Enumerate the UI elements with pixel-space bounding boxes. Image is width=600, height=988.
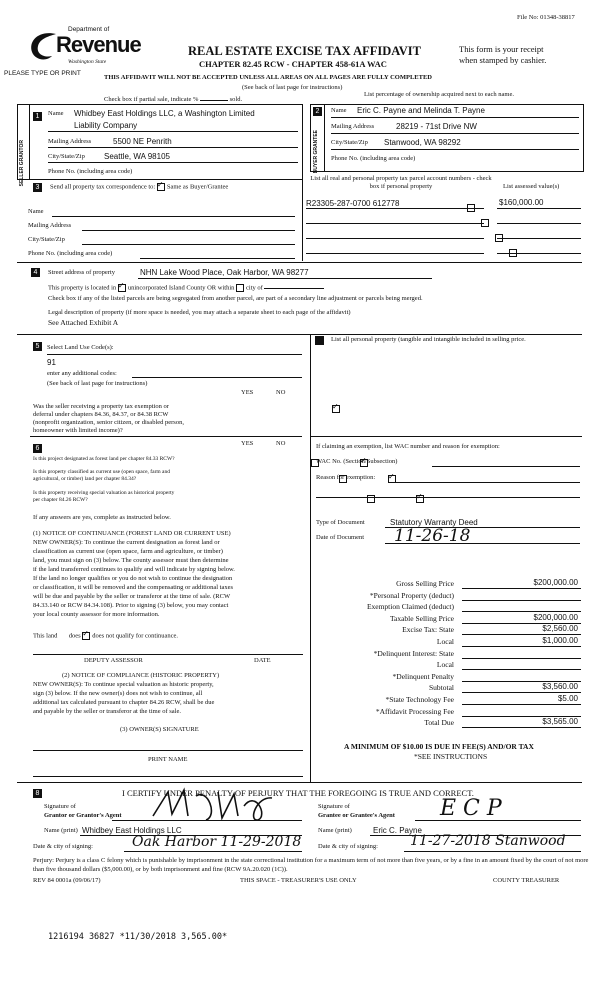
tax-row-label: Excise Tax: State (402, 625, 454, 634)
perjury-notice: Perjury: Perjury is a class C felony which is punishable by imprisonment in the state correctional institution for a maximum term of not more than five years, or by a fine in an amount fixed by the court of not more than five thousand dollars ($5,000.00), or by both imprisonment and fine (RCW 9A.20.020 (1C)). (33, 857, 589, 873)
tax-row-label: Local (436, 637, 454, 646)
tax-row-label: *Delinquent Penalty (392, 672, 454, 681)
unincorporated-checkbox[interactable] (118, 284, 126, 292)
seller-address[interactable]: 5500 NE Penrith (113, 137, 172, 146)
tax-row-value[interactable]: $2,560.00 (542, 624, 578, 633)
deputy-assessor-label: DEPUTY ASSESSOR (84, 657, 143, 664)
buyer-side-label: BUYER GRANTEE (313, 130, 319, 174)
buyer-city-label: City/State/Zip (331, 139, 368, 146)
logo-state: Washington State (68, 59, 107, 65)
section-3-marker: 3 (33, 183, 42, 192)
tax-row-line (462, 704, 581, 705)
document-type-label: Type of Document (316, 519, 365, 526)
receipt-note-2: when stamped by cashier. (459, 55, 547, 65)
tax-row-line (462, 588, 581, 589)
tax-row-value[interactable]: $200,000.00 (533, 613, 578, 622)
document-type[interactable]: Statutory Warranty Deed (390, 518, 478, 527)
forest-land-question: Is this project designated as forest land per chapter 84.33 RCW? (33, 456, 175, 462)
street-address[interactable]: NHN Lake Wood Place, Oak Harbor, WA 98277 (140, 268, 309, 277)
notice-compliance-3: sign (3) below. If the new owner(s) does not wish to continue, all (33, 690, 203, 697)
please-type: PLEASE TYPE OR PRINT (4, 70, 81, 77)
tax-row-label: Local (436, 660, 454, 669)
section-8-marker: 8 (33, 789, 42, 798)
notice-continuance-10: your local county assessor for more information. (33, 611, 160, 618)
tax-row-line (462, 669, 581, 670)
legal-exhibit[interactable]: See Attached Exhibit A (48, 318, 119, 327)
grantor-date-label: Date & city of signing: (33, 843, 93, 850)
receipt-note-1: This form is your receipt (459, 44, 544, 54)
notice-compliance-4: additional tax calculated pursuant to chapter 84.26 RCW, shall be due (33, 699, 215, 706)
s5-yes: YES (241, 389, 254, 396)
notice-continuance-2: NEW OWNER(S): To continue the current designation as forest land or (33, 539, 220, 546)
logo-name: Revenue (56, 32, 141, 57)
personal-property-checkbox-4[interactable] (509, 249, 517, 257)
does-not-checkbox[interactable] (82, 632, 90, 640)
tax-row-label: *Affidavit Processing Fee (375, 707, 454, 716)
form-chapter: CHAPTER 82.45 RCW - CHAPTER 458-61A WAC (199, 59, 387, 69)
section-7-marker (315, 336, 324, 345)
grantee-name[interactable]: Eric C. Payne (373, 826, 422, 835)
personal-property-checkbox-1[interactable] (467, 204, 475, 212)
tax-row-label: Subtotal (428, 683, 454, 692)
segregated-label: Check box if any of the listed parcels are being segregated from another parcel, are part of a secondary line adjustment or parcels being merged. (48, 295, 423, 302)
wac-label: WAC No. (Section/Subsection) (316, 458, 398, 465)
tax-row-line (462, 658, 581, 659)
land-use-see-back: (See back of last page for instructions) (47, 380, 148, 387)
notice-continuance-4: land, you must sign on (3) below. The county assessor must then determine (33, 557, 229, 564)
section-6-marker: 6 (33, 444, 42, 453)
historic-question-1: Is this property receiving special valuation as historical property (33, 490, 175, 496)
buyer-city[interactable]: Stanwood, WA 98292 (384, 138, 461, 147)
personal-property-checkbox-3[interactable] (495, 234, 503, 242)
seller-name-2[interactable]: Liability Company (74, 121, 138, 130)
section-1-marker: 1 (33, 112, 42, 121)
s3-mailing-label: Mailing Address (28, 222, 72, 229)
document-date-label: Date of Document (316, 534, 365, 541)
tax-row-line (462, 611, 581, 612)
tax-correspondence-label: Send all property tax correspondence to: ✓ Same as Buyer/Grantee (50, 183, 228, 191)
owner-signature-label: (3) OWNER(S) SIGNATURE (120, 726, 199, 733)
grantee-date-label: Date & city of signing: (318, 843, 378, 850)
tax-row-value[interactable]: $1,000.00 (542, 636, 578, 645)
receipt-stamp: 1216194 36827 *11/30/2018 3,565.00* (48, 932, 228, 942)
tax-row-label: Total Due (424, 718, 454, 727)
partial-sale-label: Check box if partial sale, indicate % sold. (104, 96, 243, 103)
tax-row-label: *Delinquent Interest: State (373, 649, 454, 658)
land-use-code[interactable]: 91 (47, 358, 56, 367)
tax-row-value[interactable]: $3,560.00 (542, 682, 578, 691)
if-yes-instruction: If any answers are yes, complete as instructed below. (33, 514, 171, 521)
personal-property-label: List all personal property (tangible and intangible included in selling price. (331, 336, 526, 343)
seller-side-label: SELLER GRANTOR (19, 140, 25, 187)
s5-no: NO (276, 389, 286, 396)
notice-compliance-1: (2) NOTICE OF COMPLIANCE (HISTORIC PROPERTY) (62, 672, 220, 679)
buyer-address[interactable]: 28219 - 71st Drive NW (396, 122, 477, 131)
city-checkbox[interactable] (236, 284, 244, 292)
tax-row-line (462, 692, 581, 693)
tax-row-label: *Personal Property (deduct) (369, 591, 454, 600)
deputy-date-label: DATE (254, 657, 271, 664)
buyer-name-label: Name (331, 107, 347, 114)
seller-city-label: City/State/Zip (48, 153, 85, 160)
assessed-value[interactable]: $160,000.00 (499, 198, 544, 207)
seller-name[interactable]: Whidbey East Holdings LLC, a Washington Limited (74, 109, 255, 118)
section-2-marker: 2 (313, 107, 322, 116)
tax-row-value[interactable]: $3,565.00 (542, 717, 578, 726)
notice-continuance-7: or classification, it will be removed and the compensating or additional taxes (33, 584, 233, 591)
grantor-sig-label-1: Signature of (44, 803, 76, 810)
section-4-marker: 4 (31, 268, 40, 277)
seller-name-label: Name (48, 110, 64, 117)
buyer-name[interactable]: Eric C. Payne and Melinda T. Payne (357, 106, 485, 115)
tax-row-value[interactable]: $5.00 (557, 694, 578, 703)
grantee-sig-label-1: Signature of (318, 803, 350, 810)
exemption-reason-label: Reason for exemption: (316, 474, 376, 481)
treasurer-space-label: THIS SPACE - TREASURER'S USE ONLY (240, 877, 357, 884)
qualify-continuance: This land does ✓ does not qualify for continuance. (33, 632, 178, 640)
additional-codes-label: enter any additional codes: (47, 370, 117, 377)
seller-city[interactable]: Seattle, WA 98105 (104, 152, 170, 161)
notice-continuance-5: if the land transferred continues to qualify and will indicate by signing below. (33, 566, 235, 573)
not-accepted-notice: THIS AFFIDAVIT WILL NOT BE ACCEPTED UNLESS ALL AREAS ON ALL PAGES ARE FULLY COMPLETED (104, 74, 432, 81)
same-as-buyer-checkbox[interactable] (157, 183, 165, 191)
tax-row-label: Exemption Claimed (deduct) (366, 602, 454, 611)
land-use-label: Select Land Use Code(s): (47, 344, 114, 351)
tax-row-value[interactable]: $200,000.00 (533, 578, 578, 587)
legal-description-label: Legal description of property (if more space is needed, you may attach a separate sheet to each page of the affidavit) (48, 309, 351, 316)
s6-no: NO (276, 440, 286, 447)
grantee-name-label: Name (print) (318, 827, 352, 834)
s6-yes: YES (241, 440, 254, 447)
logo-dept: Department of (68, 26, 110, 33)
parcel-header: List all real and personal property tax parcel account numbers - check box if personal property (310, 175, 492, 190)
notice-compliance-5: and payable by the seller or transferor at the time of sale. (33, 708, 181, 715)
see-instructions: *SEE INSTRUCTIONS (414, 752, 488, 761)
notice-continuance-6: If the land no longer qualifies or you do not wish to continue the designation (33, 575, 233, 582)
dor-logo (26, 26, 141, 70)
tax-row-line (462, 727, 581, 728)
print-name-label: PRINT NAME (148, 756, 188, 763)
exemption-question-2: deferral under chapters 84.36, 84.37, or 84.38 RCW (33, 411, 169, 418)
see-back-notice: (See back of last page for instructions) (242, 84, 343, 91)
tax-row-line (462, 646, 581, 647)
form-revision: REV 84 0001a (09/06/17) (33, 877, 101, 884)
property-location: This property is located in ✓ unincorporated Island County OR within city of (48, 284, 324, 292)
notice-continuance-9: 84.33.140 or RCW 84.34.108). Prior to signing (3) below, you may contact (33, 602, 229, 609)
notice-compliance-2: NEW OWNER(S): To continue special valuation as historic property, (33, 681, 214, 688)
grantor-sig-label-2: Grantor or Grantor's Agent (44, 812, 122, 819)
exemption-claim-header: If claiming an exemption, list WAC number and reason for exemption: (316, 443, 500, 450)
street-address-label: Street address of property (48, 269, 115, 276)
s3-name-label: Name (28, 208, 44, 215)
notice-continuance-1: (1) NOTICE OF CONTINUANCE (FOREST LAND OR CURRENT USE) (33, 530, 231, 537)
grantor-date-city[interactable]: Oak Harbor 11-29-2018 (132, 834, 302, 850)
county-treasurer-label: COUNTY TREASURER (493, 877, 560, 884)
grantee-date-city[interactable]: 11-27-2018 Stanwood (410, 833, 566, 849)
grantee-signature[interactable]: E C P (440, 796, 502, 821)
section-5-marker: 5 (33, 342, 42, 351)
seller-phone-label: Phone No. (including area code) (48, 168, 133, 175)
file-number: File No: 01348-38817 (517, 14, 575, 21)
perjury-certification: I CERTIFY UNDER PENALTY OF PERJURY THAT THE FOREGOING IS TRUE AND CORRECT. (122, 788, 474, 798)
grantee-sig-label-2: Grantee or Grantee's Agent (318, 812, 395, 819)
parcel-number[interactable]: R23305-287-0700 612778 (306, 199, 400, 208)
tax-row-line (462, 634, 581, 635)
exemption-no-checkbox[interactable] (332, 405, 340, 413)
notice-continuance-3: classification as current use (open space, farm and agriculture, or timber) (33, 548, 223, 555)
exemption-question-3: (nonprofit organization, senior citizen, or disabled person, (33, 419, 184, 426)
notice-continuance-8: will be due and payable by the seller or transferor at the time of sale. (RCW (33, 593, 231, 600)
current-use-question-1: Is this property classified as current use (open space, farm and (33, 469, 170, 475)
tax-row-line (462, 600, 581, 601)
tax-row-label: *State Technology Fee (385, 695, 454, 704)
tax-row-label: Gross Selling Price (396, 579, 454, 588)
current-use-question-2: agricultural, or timber) land per chapter 84.34? (33, 476, 137, 482)
grantor-name-label: Name (print) (44, 827, 78, 834)
s3-phone-label: Phone No. (including area code) (28, 250, 113, 257)
exemption-question-1: Was the seller receiving a property tax exemption or (33, 403, 169, 410)
grantor-name[interactable]: Whidbey East Holdings LLC (82, 826, 182, 835)
seller-address-label: Mailing Address (48, 138, 92, 145)
document-date[interactable]: 11-26-18 (394, 526, 471, 546)
form-title: REAL ESTATE EXCISE TAX AFFIDAVIT (188, 44, 421, 58)
s3-city-label: City/State/Zip (28, 236, 65, 243)
assessed-header: List assessed value(s) (503, 183, 560, 190)
exemption-question-4: homeowner with limited income)? (33, 427, 123, 434)
tax-row-label: Taxable Selling Price (389, 614, 454, 623)
buyer-phone-label: Phone No. (including area code) (331, 155, 416, 162)
personal-property-checkbox-2[interactable] (481, 219, 489, 227)
historic-question-2: per chapter 84.26 RCW? (33, 497, 88, 503)
buyer-address-label: Mailing Address (331, 123, 375, 130)
minimum-fee-notice: A MINIMUM OF $10.00 IS DUE IN FEE(S) AND/OR TAX (344, 742, 534, 751)
pct-ownership-label: List percentage of ownership acquired next to each name. (364, 91, 514, 98)
